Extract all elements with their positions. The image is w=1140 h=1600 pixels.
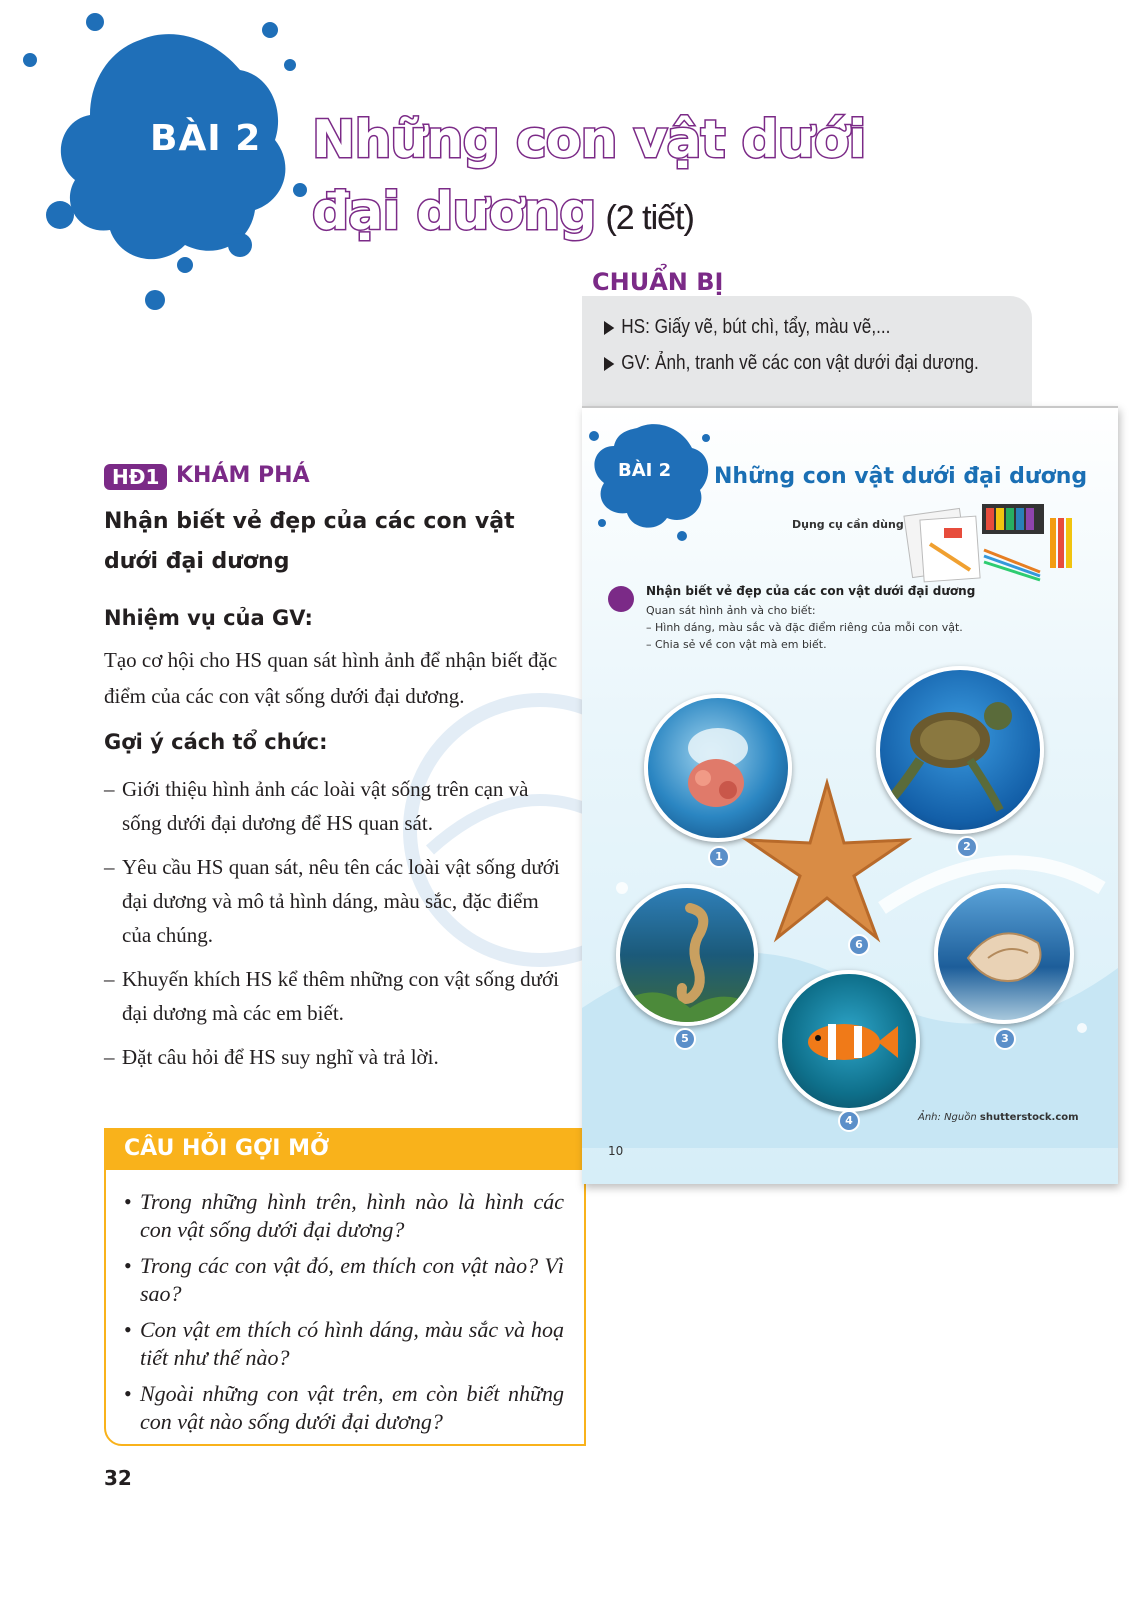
task-heading: Nhiệm vụ của GV: (104, 606, 313, 630)
seahorse-photo (616, 884, 758, 1026)
activity-badge: HĐ1 (104, 464, 167, 490)
questions-box (104, 1128, 586, 1446)
book-task-heading: Nhận biết vẻ đẹp của các con vật dưới đại dương (646, 584, 976, 598)
photo-credit-prefix: Ảnh: Nguồn (918, 1112, 980, 1123)
prep-item-gv (604, 352, 979, 375)
number-badge: 5 (674, 1028, 696, 1050)
activity-heading: KHÁM PHÁ (176, 463, 310, 488)
photo-credit-source: shutterstock.com (979, 1112, 1079, 1123)
book-title: Những con vật dưới đại dương (714, 464, 1088, 489)
page-title-line2-text: đại dương (312, 182, 596, 242)
seashell-icon (938, 888, 1070, 1020)
questions-list (124, 1188, 564, 1444)
book-lesson-label: BÀI 2 (618, 460, 672, 481)
list-item: – Giới thiệu hình ảnh các loài vật sống trên cạn và sống dưới đại dương để HS quan sát. (104, 772, 564, 840)
drawing-tools-illustration (900, 500, 1090, 584)
clownfish-icon (782, 974, 916, 1108)
number-badge: 6 (848, 934, 870, 956)
textbook-page-image (582, 406, 1118, 1184)
prep-box (582, 296, 1032, 408)
starfish-image (742, 778, 912, 948)
book-page-number: 10 (608, 1144, 624, 1158)
list-item: • Con vật em thích có hình dáng, màu sắc và hoạ tiết như thế nào? (124, 1316, 564, 1372)
prep-title: CHUẨN BỊ (592, 268, 724, 296)
questions-heading: CÂU HỎI GỢI MỞ (124, 1136, 330, 1161)
seahorse-icon (620, 888, 754, 1022)
prep-item-text: HS: Giấy vẽ, bút chì, tẩy, màu vẽ,... (621, 316, 891, 338)
list-item: • Trong các con vật đó, em thích con vật nào? Vì sao? (124, 1252, 564, 1308)
questions-header (106, 1130, 584, 1170)
blue-ink-splash (0, 0, 320, 320)
org-list (104, 772, 564, 1084)
lesson-duration: (2 tiết) (605, 199, 694, 237)
list-item: • Ngoài những con vật trên, em còn biết những con vật nào sống dưới đại dương? (124, 1380, 564, 1436)
page-number: 32 (104, 1466, 132, 1490)
task-text: Tạo cơ hội cho HS quan sát hình ảnh để nhận biết đặc điểm của các con vật sống dưới đại dương. (104, 648, 558, 708)
list-item: – Yêu cầu HS quan sát, nêu tên các loài vật sống dưới đại dương và mô tả hình dáng, màu sắc, đặc điểm của chúng. (104, 850, 564, 952)
page-title-line2 (312, 182, 694, 242)
book-task-line: – Hình dáng, màu sắc và đặc điểm riêng của mỗi con vật. (646, 621, 963, 634)
book-tools-label: Dụng cụ cần dùng (792, 518, 904, 531)
arrow-right-icon (604, 321, 614, 335)
owl-icon (608, 586, 634, 612)
number-badge: 4 (838, 1110, 860, 1132)
prep-item-hs (604, 316, 890, 339)
book-task-line: Quan sát hình ảnh và cho biết: (646, 604, 816, 617)
number-badge: 2 (956, 836, 978, 858)
arrow-right-icon (604, 357, 614, 371)
prep-item-text: GV: Ảnh, tranh vẽ các con vật dưới đại dương. (621, 352, 979, 374)
book-task-line: – Chia sẻ về con vật mà em biết. (646, 638, 827, 651)
page-title-line1: Những con vật dưới (312, 110, 866, 170)
list-item: – Khuyến khích HS kể thêm những con vật sống dưới đại dương mà các em biết. (104, 962, 564, 1030)
seashell-photo (934, 884, 1074, 1024)
org-heading: Gợi ý cách tổ chức: (104, 730, 328, 754)
activity-subheading: Nhận biết vẻ đẹp của các con vật dưới đại dương (104, 509, 515, 574)
list-item: – Đặt câu hỏi để HS suy nghĩ và trả lời. (104, 1040, 564, 1074)
list-item: • Trong những hình trên, hình nào là hình các con vật sống dưới đại dương? (124, 1188, 564, 1244)
number-badge: 1 (708, 846, 730, 868)
number-badge: 3 (994, 1028, 1016, 1050)
lesson-label: BÀI 2 (150, 118, 262, 159)
photo-credit (918, 1112, 1079, 1123)
clownfish-photo (778, 970, 920, 1112)
